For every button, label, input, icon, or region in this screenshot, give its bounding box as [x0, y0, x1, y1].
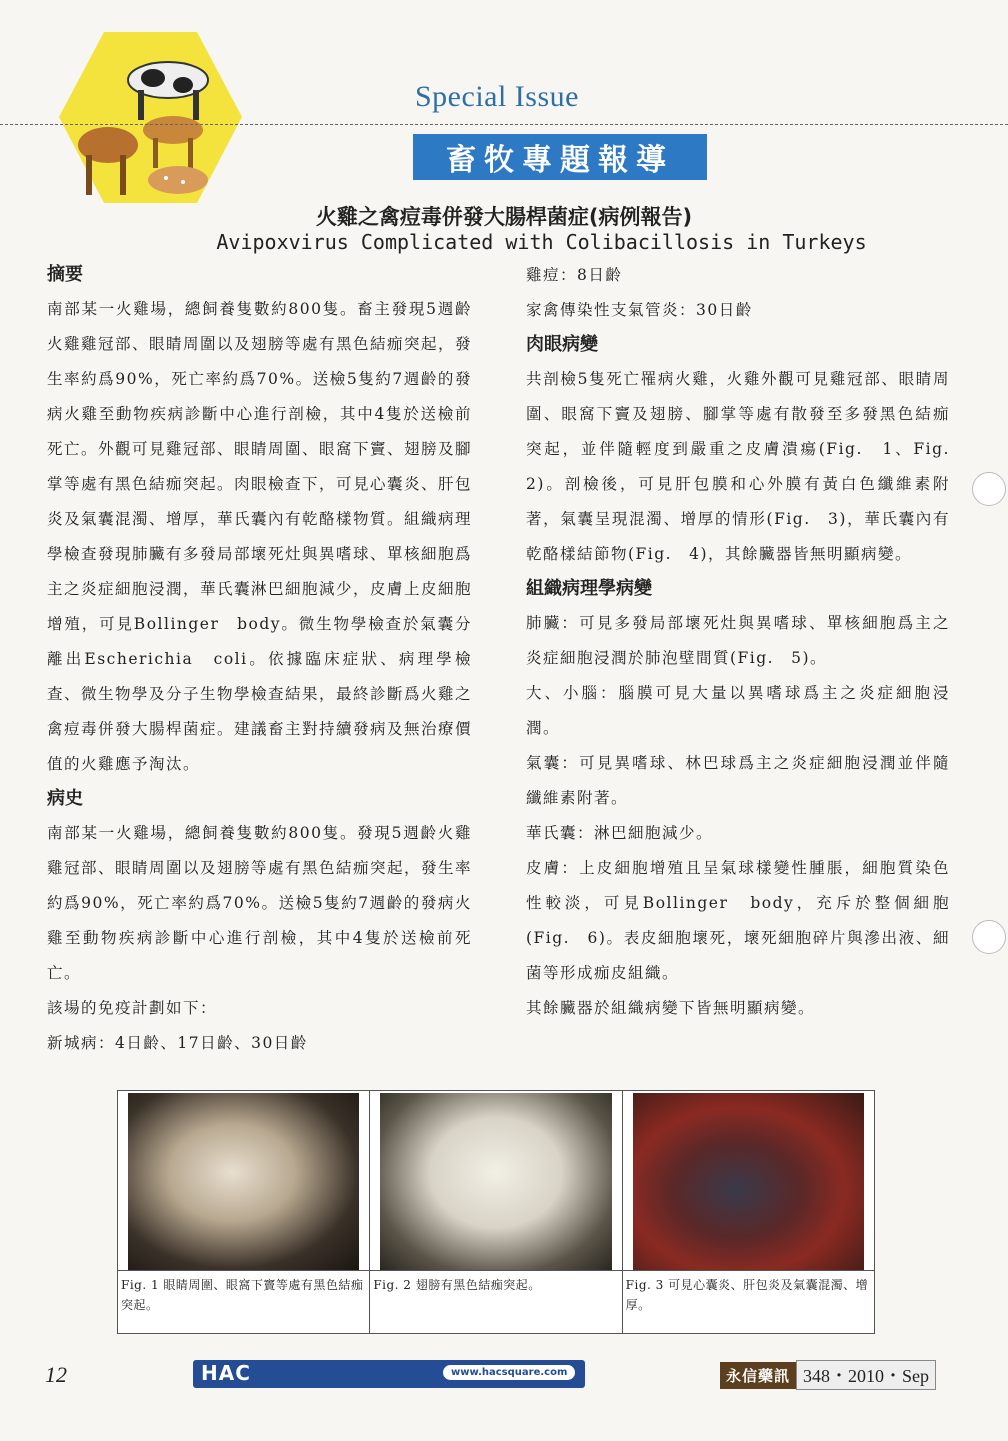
history-heading: 病史	[47, 788, 83, 809]
figure-2	[370, 1091, 622, 1333]
figure-3-caption: Fig. 3 可見心囊炎、肝包炎及氣囊混濁、增厚。	[623, 1270, 874, 1333]
gross-heading: 肉眼病變	[526, 334, 598, 355]
hac-url: www.hacsquare.com	[443, 1365, 575, 1380]
figure-1-caption: Fig. 1 眼睛周圍、眼窩下竇等處有黑色結痂突起。	[118, 1270, 369, 1333]
figure-1	[118, 1091, 370, 1333]
histo-brain: 大、小腦：腦膜可見大量以異嗜球爲主之炎症細胞浸潤。	[526, 684, 950, 737]
article-title-en: Avipoxvirus Complicated with Colibacillosis in Turkeys	[216, 230, 867, 254]
histo-other: 其餘臟器於組織病變下皆無明顯病變。	[526, 999, 816, 1017]
section-banner-zh: 畜牧專題報導	[413, 134, 707, 180]
figure-3	[623, 1091, 874, 1333]
binder-hole	[972, 920, 1006, 954]
vaccine-item: 雞痘：8日齡	[526, 266, 623, 284]
page-number: 12	[45, 1362, 67, 1387]
figure-1-photo	[128, 1093, 359, 1270]
left-column	[47, 258, 472, 1061]
vaccine-intro: 該場的免疫計劃如下：	[47, 999, 218, 1017]
gross-text: 共剖檢5隻死亡罹病火雞，火雞外觀可見雞冠部、眼睛周圍、眼窩下竇及翅膀、腳掌等處有散發至多發黑色結痂突起，並伴隨輕度到嚴重之皮膚潰瘍(Fig. 1、Fig. 2)。剖檢後，可見肝包膜和心外膜有黃白色纖維素附著，氣囊呈現混濁、增厚的情形(Fig. 3)，華氏囊內有乾酪樣結節物(Fig. 4)，其餘臟器皆無明顯病變。	[526, 370, 968, 563]
animal-hexagon-logo	[58, 30, 243, 205]
figure-3-photo	[633, 1093, 864, 1270]
publication-footer	[720, 1360, 936, 1390]
abstract-heading: 摘要	[47, 264, 83, 285]
histo-airsac: 氣囊：可見異嗜球、林巴球爲主之炎症細胞浸潤並伴隨纖維素附著。	[526, 754, 950, 807]
binder-hole	[972, 472, 1006, 506]
abstract-text: 南部某一火雞場，總飼養隻數約800隻。畜主發現5週齡火雞雞冠部、眼睛周圍以及翅膀等處有黑色結痂突起，發生率約爲90%，死亡率約爲70%。送檢5隻約7週齡的發病火雞至動物疾病診斷中心進行剖檢，其中4隻於送檢前死亡。外觀可見雞冠部、眼睛周圍、眼窩下竇、翅膀及腳掌等處有黑色結痂突起。肉眼檢查下，可見心囊炎、肝包炎及氣囊混濁、增厚，華氏囊內有乾酪樣物質。組織病理學檢查發現肺臟有多發局部壞死灶與異嗜球、單核細胞爲主之炎症細胞浸潤，華氏囊淋巴細胞減少，皮膚上皮細胞增殖，可見Bollinger body。微生物學檢查於氣囊分離出Escherichia coli。依據臨床症狀、病理學檢查、微生物學及分子生物學檢查結果，最終診斷爲火雞之禽痘毒併發大腸桿菌症。建議畜主對持續發病及無治療價值的火雞應予淘汰。	[47, 300, 473, 773]
histo-heading: 組織病理學病變	[526, 578, 652, 599]
histo-skin: 皮膚：上皮細胞增殖且呈氣球樣變性腫脹，細胞質染色性較淡，可見Bollinger body，充斥於整個細胞(Fig. 6)。表皮細胞壞死，壞死細胞碎片與滲出液、細菌等形成痂皮組織。	[526, 859, 950, 982]
figure-strip	[117, 1090, 875, 1334]
figure-2-photo	[380, 1093, 611, 1270]
right-column	[526, 258, 968, 1026]
article-title-zh: 火雞之禽痘毒併發大腸桿菌症(病例報告)	[315, 205, 693, 229]
issue-info: 348・2010・Sep	[796, 1360, 936, 1390]
publication-name: 永信藥訊	[720, 1362, 796, 1389]
section-label-en: Special Issue	[415, 80, 579, 113]
hac-advert	[193, 1360, 585, 1388]
hac-logo: HAC	[201, 1361, 251, 1385]
header-divider	[0, 124, 1008, 125]
histo-lung: 肺臟：可見多發局部壞死灶與異嗜球、單核細胞爲主之炎症細胞浸潤於肺泡壁間質(Fig. 5)。	[526, 614, 950, 667]
history-text: 南部某一火雞場，總飼養隻數約800隻。發現5週齡火雞雞冠部、眼睛周圍以及翅膀等處有黑色結痂突起，發生率約爲90%，死亡率約爲70%。送檢5隻約7週齡的發病火雞至動物疾病診斷中心進行剖檢，其中4隻於送檢前死亡。	[47, 824, 473, 982]
figure-2-caption: Fig. 2 翅膀有黑色結痂突起。	[370, 1270, 621, 1333]
vaccine-item: 家禽傳染性支氣管炎：30日齡	[526, 301, 753, 319]
vaccine-item: 新城病：4日齡、17日齡、30日齡	[47, 1034, 308, 1052]
histo-bursa: 華氏囊：淋巴細胞減少。	[526, 824, 714, 842]
